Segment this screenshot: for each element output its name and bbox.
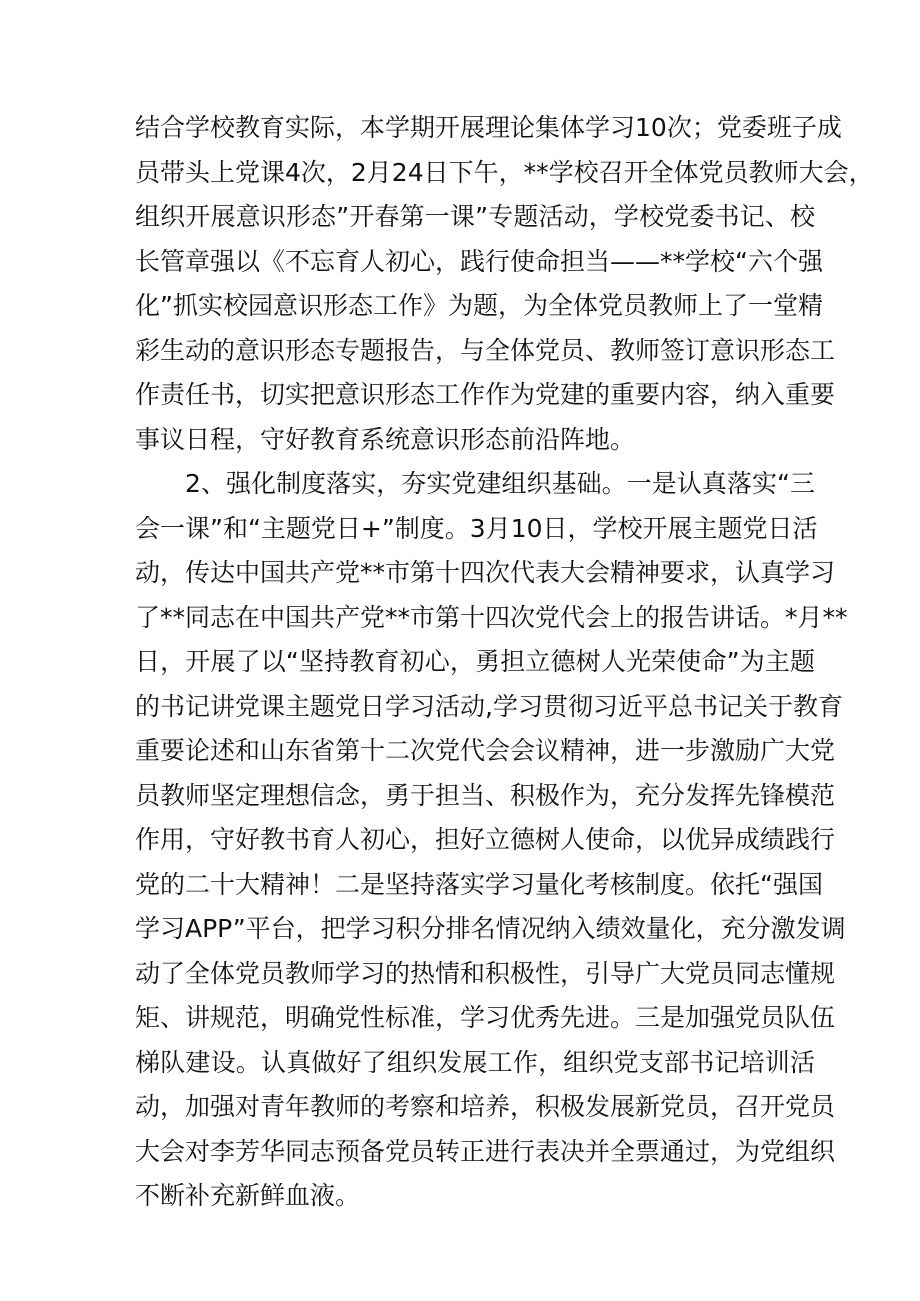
paragraph-line: 大会对李芳华同志预备党员转正进行表决并全票通过，为党组织 bbox=[135, 1136, 836, 1166]
paragraph-line: 重要论述和山东省第十二次党代会会议精神，进一步激励广大党 bbox=[135, 736, 836, 765]
paragraph-line: 党的二十大精神！二是坚持落实学习量化考核制度。依托“强国 bbox=[135, 869, 823, 899]
paragraph-line: 动，传达中国共产党**市第十四次代表大会精神要求，认真学习 bbox=[135, 558, 836, 587]
paragraph-line: 会一课”和“主题党日+”制度。3月10日，学校开展主题党日活 bbox=[135, 513, 818, 543]
paragraph-line: 2、强化制度落实，夯实党建组织基础。一是认真落实“三 bbox=[185, 469, 815, 498]
paragraph-line: 的书记讲党课主题党日学习活动,学习贯彻习近平总书记关于教育 bbox=[135, 691, 843, 721]
paragraph-line: 学习APP”平台，把学习积分排名情况纳入绩效量化，充分激发调 bbox=[135, 914, 846, 943]
paragraph-line: 作用，守好教书育人初心，担好立德树人使命，以优异成绩践行 bbox=[135, 825, 836, 854]
paragraph-line: 员带头上党课4次，2月24日下午，**学校召开全体党员教师大会， bbox=[135, 157, 874, 187]
paragraph-line: 彩生动的意识形态专题报告，与全体党员、教师签订意识形态工 bbox=[135, 335, 836, 365]
paragraph-line: 梯队建设。认真做好了组织发展工作，组织党支部书记培训活 bbox=[135, 1047, 815, 1077]
paragraph-line: 不断补充新鲜血液。 bbox=[135, 1181, 361, 1210]
document-body bbox=[135, 106, 874, 1219]
paragraph-1 bbox=[135, 106, 874, 462]
paragraph-line: 日，开展了以“坚持教育初心，勇担立德树人光荣使命”为主题 bbox=[135, 647, 815, 676]
paragraph-line: 矩、讲规范，明确党性标准，学习优秀先进。三是加强党员队伍 bbox=[135, 1003, 836, 1032]
paragraph-line: 动，加强对青年教师的考察和培养，积极发展新党员，召开党员 bbox=[135, 1092, 836, 1121]
paragraph-line: 事议日程，守好教育系统意识形态前沿阵地。 bbox=[135, 424, 636, 454]
paragraph-line: 作责任书，切实把意识形态工作作为党建的重要内容，纳入重要 bbox=[135, 380, 836, 409]
paragraph-line: 化”抓实校园意识形态工作》为题，为全体党员教师上了一堂精 bbox=[135, 291, 823, 320]
paragraph-line: 员教师坚定理想信念，勇于担当、积极作为，充分发挥先锋模范 bbox=[135, 780, 836, 810]
paragraph-line: 动了全体党员教师学习的热情和积极性，引导广大党员同志懂规 bbox=[135, 958, 836, 988]
paragraph-line: 长管章强以《不忘育人初心，践行使命担当——**学校“六个强 bbox=[135, 246, 823, 276]
paragraph-line: 组织开展意识形态”开春第一课”专题活动，学校党委书记、校 bbox=[135, 202, 815, 231]
paragraph-2 bbox=[135, 462, 848, 1219]
paragraph-line: 结合学校教育实际，本学期开展理论集体学习10次；党委班子成 bbox=[135, 113, 842, 142]
paragraph-line: 了**同志在中国共产党**市第十四次党代会上的报告讲话。*月** bbox=[135, 602, 848, 632]
